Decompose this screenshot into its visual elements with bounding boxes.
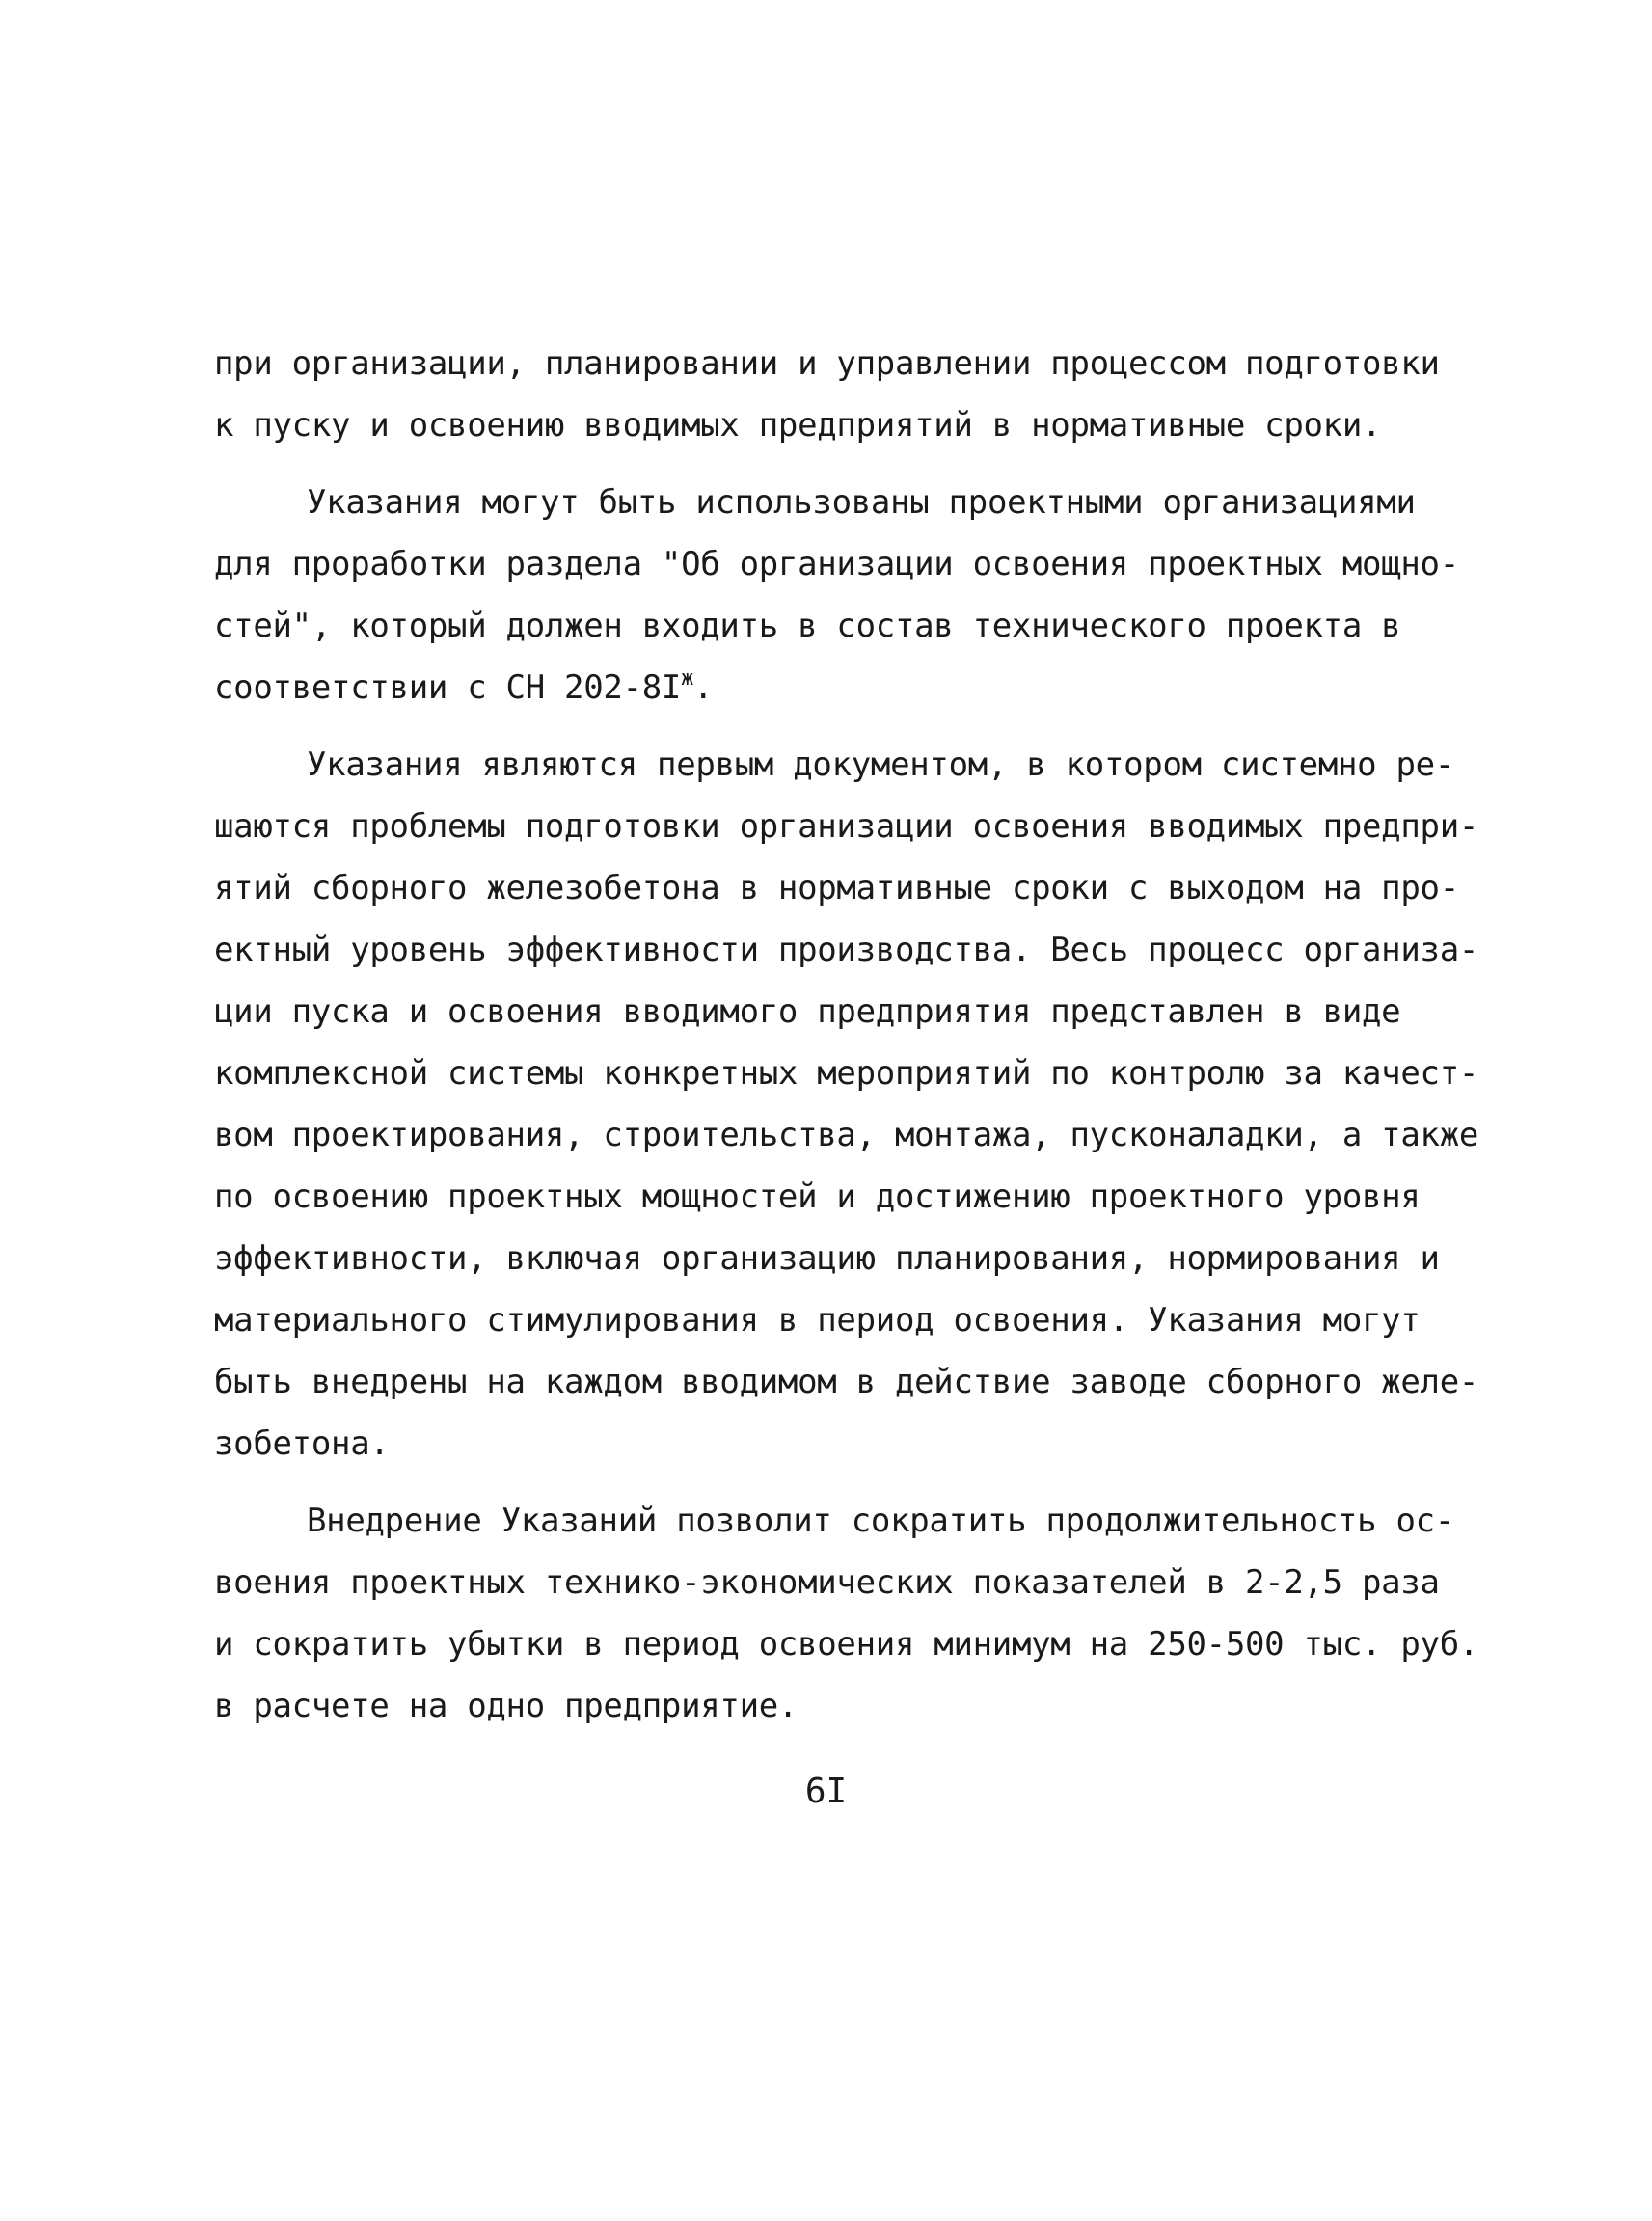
body-text xyxy=(214,333,1479,1737)
text-line: в расчете на одно предприятие. xyxy=(214,1687,799,1725)
text-line: комплексной системы конкретных мероприятий по контролю за качест- xyxy=(214,1054,1479,1093)
text-line: материального стимулирования в период освоения. Указания могут xyxy=(214,1301,1421,1340)
text-line: Указания являются первым документом, в котором системно ре- xyxy=(307,745,1455,784)
text-line: стей", который должен входить в состав технического проекта в xyxy=(214,607,1401,645)
text-line: ции пуска и освоения вводимого предприятия представлен в виде xyxy=(214,992,1401,1031)
text-line: ектный уровень эффективности производства. Весь процесс организа- xyxy=(214,931,1479,969)
text-line: ятий сборного железобетона в нормативные сроки с выходом на про- xyxy=(214,869,1459,907)
text-line: соответствии с СН 202-8I xyxy=(214,668,682,707)
text-line: Внедрение Указаний позволит сократить продолжительность ос- xyxy=(307,1502,1455,1540)
text-line: воения проектных технико-экономических показателей в 2-2,5 раза xyxy=(214,1563,1440,1602)
text-line: шаются проблемы подготовки организации освоения вводимых предпри- xyxy=(214,807,1479,846)
text-line: при организации, планировании и управлении процессом подготовки xyxy=(214,344,1440,383)
text-line: и сократить убытки в период освоения минимум на 250-500 тыс. руб. xyxy=(214,1625,1479,1664)
text-line: зобетона. xyxy=(214,1424,390,1463)
text-line: к пуску и освоению вводимых предприятий в нормативные сроки. xyxy=(214,406,1382,445)
text-line: вом проектирования, строительства, монтажа, пусконаладки, а также xyxy=(214,1116,1479,1154)
paragraph-1 xyxy=(214,333,1468,456)
paragraph-4 xyxy=(214,1490,1479,1737)
text-line: эффективности, включая организацию планирования, нормирования и xyxy=(214,1239,1440,1278)
page-number: 6I xyxy=(804,1772,848,1811)
paragraph-2 xyxy=(214,472,1468,718)
text-line: по освоению проектных мощностей и достижению проектного уровня xyxy=(214,1178,1421,1216)
text-line: для проработки раздела "Об организации освоения проектных мощно- xyxy=(214,545,1459,583)
line-tail: . xyxy=(693,668,714,707)
paragraph-3 xyxy=(214,734,1479,1475)
text-line: быть внедрены на каждом вводимом в действие заводе сборного желе- xyxy=(214,1363,1479,1401)
text-line-with-footnote xyxy=(214,657,1468,718)
footnote-marker: ж xyxy=(681,666,694,691)
text-line: Указания могут быть использованы проектными организациями xyxy=(307,483,1416,522)
